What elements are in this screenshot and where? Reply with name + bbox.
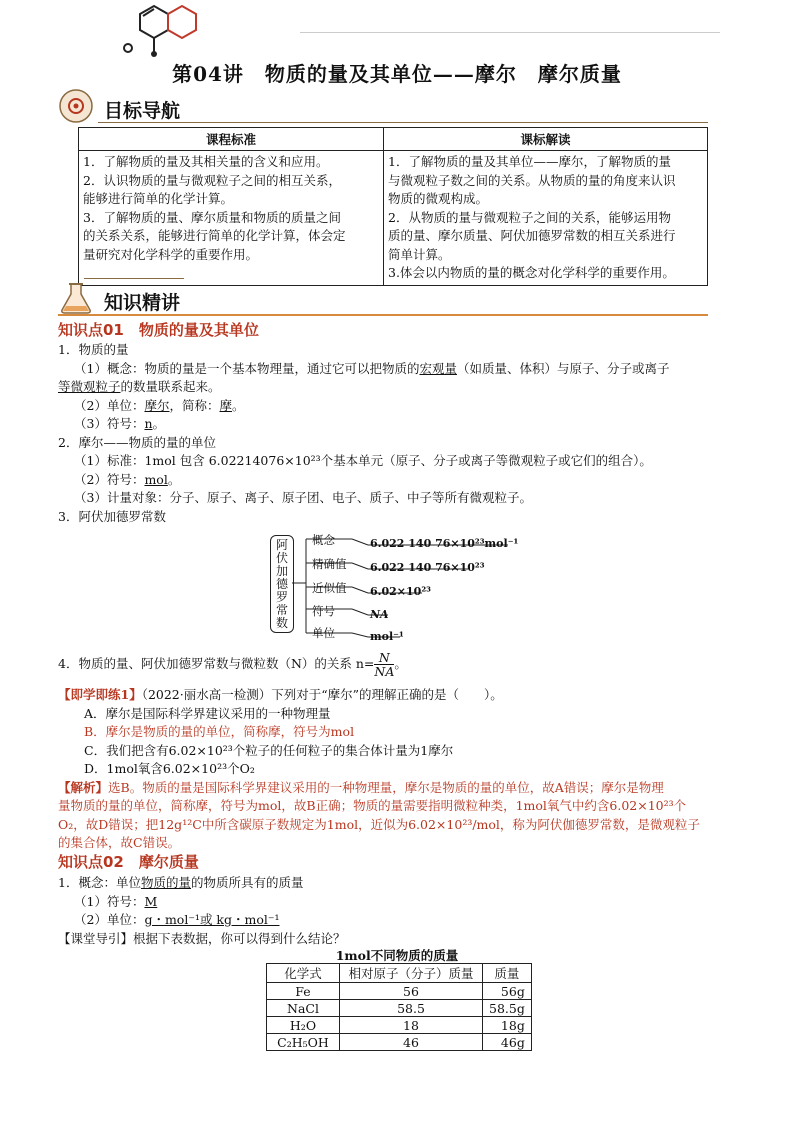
table-row [267,983,532,1000]
knowledge-rule [58,314,708,316]
goals-col1-header: 课程标准 [79,128,384,151]
molecule-icon [118,0,198,58]
analysis-line: O₂，故D错误；把12g¹²C中所含碳原子数规定为1mol，近似为6.02×10²³/mol，称为阿伏伽德罗常数，是微观粒子 [58,816,700,832]
head-gear-icon [58,88,94,124]
analysis-line: 的集合体，故C错误。 [58,835,181,850]
table-header: 化学式 [267,964,340,983]
flask-icon [58,280,94,316]
avogadro-value: 6.022 140 76×10²³ [370,561,485,574]
table-cell: Fe [267,983,340,1000]
avogadro-label: 单位 [312,626,335,640]
goals-heading: 目标导航 [104,100,181,122]
s2-standard: （1）标准：1mol 包含 6.02214076×10²³个基本单元（原子、分子或离子等微观粒子或它们的组合）。 [74,453,652,468]
kp2-lead: 【课堂导引】根据下表数据，你可以得到什么结论？ [58,930,346,946]
goals-col2-line: 质的量、摩尔质量、阿伏加德罗常数的相互关系进行 [388,228,676,243]
table-row [267,1000,532,1017]
practice-question: 【即学即练1】（2022·丽水高一检测）下列对于“摩尔”的理解正确的是（ ）。 [58,687,503,702]
table-cell: 18 [340,1017,483,1034]
avogadro-value: 6.02×10²³ [370,585,431,598]
table-cell: H₂O [267,1017,340,1034]
table-header: 质量 [483,964,532,983]
goals-col2-line: 与微观粒子数之间的关系。从物质的量的角度来认识 [388,172,676,188]
goals-col1-line: 量研究对化学科学的重要作用。 [83,246,259,262]
table-cell: NaCl [267,1000,340,1017]
s1-concept: （1）概念：物质的量是一个基本物理量，通过它可以把物质的宏观量（如质量、体积）与原子、分子或离子 [74,360,670,376]
kp1-title: 知识点01 物质的量及其单位 [58,321,259,339]
analysis-line: 量物质的量的单位，简称摩，符号为mol，故B正确；物质的量需要指明微粒种类，1mol氧气中约含6.02×10²³个 [58,798,687,813]
mass-table [266,963,532,1051]
kp2-title: 知识点02 摩尔质量 [58,853,199,871]
table-cell: 46 [340,1034,483,1051]
table-cell: 58.5 [340,1000,483,1017]
knowledge-top-rule [84,278,184,279]
table-header: 相对原子（分子）质量 [340,964,483,983]
analysis-line: 【解析】选B。物质的量是国际科学界建议采用的一种物理量，摩尔是物质的量的单位，故A错误；摩尔是物理 [58,779,664,795]
header-rule [300,32,720,33]
practice-option-correct: B．摩尔是物质的量的单位，简称摩，符号为mol [84,724,355,739]
table-title: 1mol不同物质的质量 [335,948,459,963]
practice-option: C．我们把含有6.02×10²³个粒子的任何粒子的集合体计量为1摩尔 [84,742,454,758]
avogadro-label: 精确值 [312,557,347,571]
avogadro-value: NA [370,608,389,621]
goals-col2-line: 物质的微观构成。 [388,191,489,206]
avogadro-label: 概念 [312,533,335,547]
avogadro-value: mol⁻¹ [370,630,404,643]
practice-option: D．1mol氧含6.02×10²³个O₂ [84,761,255,776]
table-row [267,1034,532,1051]
table-cell: 18g [483,1017,532,1034]
goals-col1-line: 3．了解物质的量、摩尔质量和物质的质量之间 [83,209,341,225]
goals-col2-line: 3.体会以内物质的量的概念对化学科学的重要作用。 [388,265,675,280]
s2-target: （3）计量对象：分子、原子、离子、原子团、电子、质子、中子等所有微观粒子。 [74,490,532,505]
s1-symbol: （3）符号：n。 [74,416,166,431]
avogadro-value: 6.022 140 76×10²³mol⁻¹ [370,537,519,550]
page-title: 第04讲 物质的量及其单位——摩尔 摩尔质量 [172,62,622,86]
knowledge-heading: 知识精讲 [104,292,181,314]
table-cell: 46g [483,1034,532,1051]
s2-symbol: （2）符号：mol。 [74,471,181,487]
practice-option: A．摩尔是国际科学界建议采用的一种物理量 [84,705,331,721]
goals-col1-line: 1．了解物质的量及其相关量的含义和应用。 [83,154,329,169]
s4-relation: 4．物质的量、阿伏加德罗常数与微粒数（N）的关系 n= $\frac{N}{NA}$ 。 [58,650,407,679]
s1-concept-cont: 等微观粒子的数量联系起来。 [58,379,221,394]
table-cell: 56g [483,983,532,1000]
table-row [267,1017,532,1034]
table-cell: 56 [340,983,483,1000]
avogadro-box: 阿 伏 加 德 罗 常 数 [270,535,294,633]
table-cell: C₂H₅OH [267,1034,340,1051]
avogadro-label: 符号 [312,604,335,618]
goals-col1-line: 2．认识物质的量与微观粒子之间的相互关系， [83,172,341,188]
goals-col1-line: 能够进行简单的化学计算。 [83,191,234,206]
goals-table [78,127,708,286]
kp2-concept: 1．概念：单位物质的量的物质所具有的质量 [58,875,304,890]
s1-unit: （2）单位：摩尔，简称：摩。 [74,397,245,413]
goals-col1-line: 的关系关系，能够进行简单的化学计算，体会定 [83,228,346,243]
table-cell: 58.5g [483,1000,532,1017]
goals-col2-header: 课标解读 [384,128,708,151]
goals-col2-line: 1．了解物质的量及其单位——摩尔，了解物质的量 [388,154,671,169]
fraction: $\frac{N}{NA}$ [374,650,395,679]
goals-col2-line: 简单计算。 [388,246,451,262]
avogadro-label: 近似值 [312,581,347,595]
s2-title: 2．摩尔——物质的量的单位 [58,434,216,450]
goals-col2-line: 2．从物质的量与微观粒子之间的关系，能够运用物 [388,209,671,225]
s1-title: 1．物质的量 [58,342,129,357]
goals-rule [98,122,708,123]
s3-title: 3．阿伏加德罗常数 [58,508,166,524]
kp2-unit: （2）单位：g・mol⁻¹或 kg・mol⁻¹ [74,912,280,927]
kp2-symbol: （1）符号：M [74,893,158,909]
